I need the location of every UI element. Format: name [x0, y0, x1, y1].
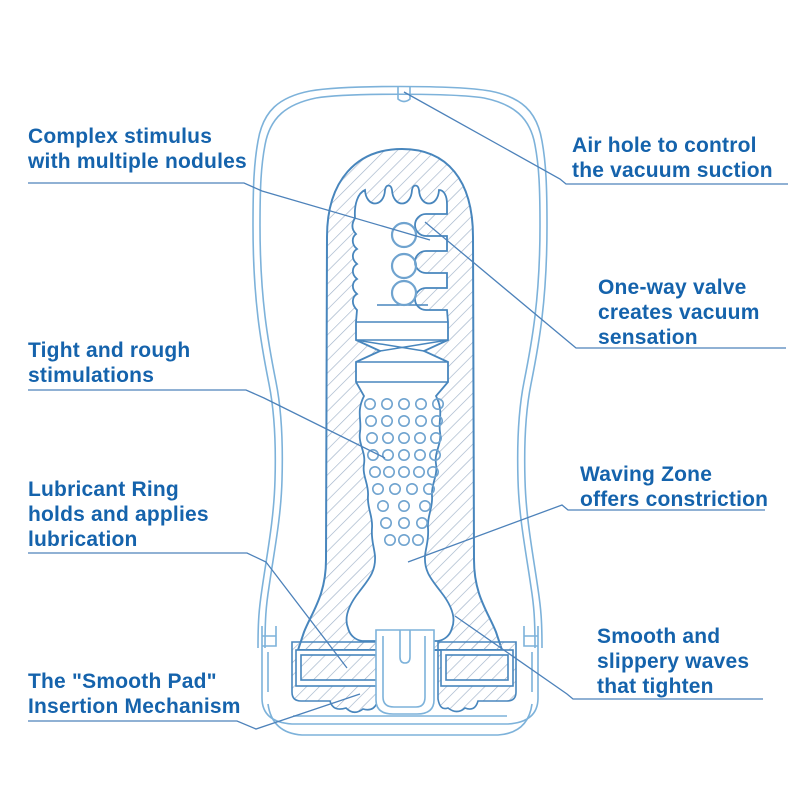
annotation-smooth-pad	[28, 669, 241, 719]
annotation-line: Smooth and	[597, 625, 721, 648]
annotation-complex-stimulus	[28, 124, 247, 174]
annotation-waving-zone	[580, 462, 768, 512]
annotation-line: The "Smooth Pad"	[28, 670, 217, 693]
annotation-line: Air hole to control	[572, 134, 757, 157]
base-mechanism	[262, 626, 538, 735]
annotation-line: slippery waves	[597, 650, 750, 673]
annotation-line: offers constriction	[580, 488, 769, 511]
annotation-smooth-slippery	[597, 624, 749, 699]
annotation-line: holds and applies	[28, 503, 209, 526]
annotation-air-hole	[572, 133, 773, 183]
annotation-lubricant-ring	[28, 477, 209, 552]
annotation-line: that tighten	[597, 675, 714, 698]
annotation-line: the vacuum suction	[572, 159, 773, 182]
annotation-one-way-valve	[598, 275, 760, 350]
annotation-line: with multiple nodules	[28, 150, 247, 173]
annotation-line: creates vacuum	[598, 301, 760, 324]
annotation-line: Insertion Mechanism	[28, 695, 241, 718]
annotation-line: Tight and rough	[28, 339, 191, 362]
annotation-line: stimulations	[28, 364, 155, 387]
annotation-line: Lubricant Ring	[28, 478, 179, 501]
annotation-line: One-way valve	[598, 276, 747, 299]
annotation-line: lubrication	[28, 528, 138, 551]
annotation-line: Complex stimulus	[28, 125, 213, 148]
annotation-tight-rough	[28, 338, 190, 388]
annotation-line: Waving Zone	[580, 463, 713, 486]
annotation-line: sensation	[598, 326, 698, 349]
